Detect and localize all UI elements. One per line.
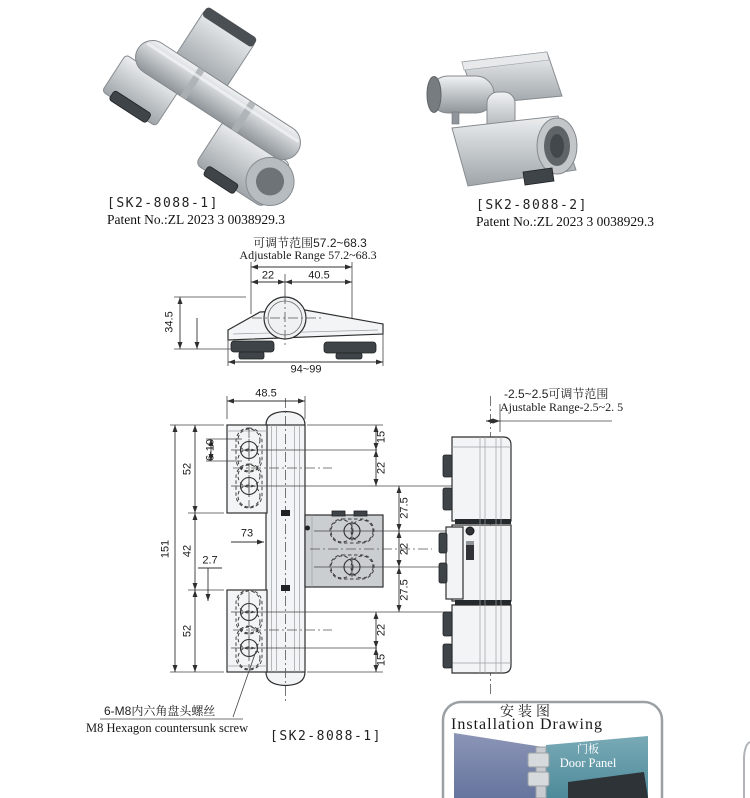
dim-r-mid-275a: 27.5: [398, 497, 411, 519]
topview-range-en: Adjustable Range 57.2~68.3: [239, 248, 377, 263]
dim-topview-height: 34.5: [163, 311, 176, 333]
product-render-2: [427, 52, 577, 186]
dim-r-mid-22: 22: [398, 542, 411, 556]
sideview-range-cn: -2.5~2.5可调节范围: [504, 387, 609, 401]
model-label-bottom: [SK2-8088-1]: [270, 729, 382, 744]
dim-leaf-bottom: 52: [181, 624, 194, 638]
screw-note-cn: 6-M8内六角盘头螺丝: [104, 704, 216, 718]
dim-r-top-15: 15: [375, 430, 388, 444]
dim-pivot-left: 22: [261, 269, 275, 282]
dim-overall-width: 94~99: [290, 363, 322, 376]
installation-title-en: Installation Drawing: [451, 715, 603, 733]
sideview-range-en: Ajustable Range-2.5~2. 5: [500, 400, 624, 414]
model-label-1: [SK2-8088-1]: [107, 196, 219, 211]
dim-r-bot-22: 22: [375, 623, 388, 637]
patent-label-2: Patent No.:ZL 2023 3 0038929.3: [476, 214, 654, 229]
front-view-drawing: [100, 396, 452, 719]
product-render-1: [94, 0, 352, 221]
model-label-2: [SK2-8088-2]: [476, 198, 588, 213]
topview-range-cn: 可调节范围57.2~68.3: [253, 236, 367, 251]
dim-arm-depth: 73: [240, 527, 254, 540]
installation-title-cn: 安装图: [500, 702, 554, 719]
side-view-drawing: [439, 396, 612, 696]
dim-r-top-22: 22: [375, 461, 388, 475]
dim-top-width: 48.5: [255, 387, 277, 400]
patent-label-1: Patent No.:ZL 2023 3 0038929.3: [107, 212, 285, 227]
dim-pivot-right: 40.5: [308, 269, 330, 282]
door-panel-label-cn: 门板: [577, 743, 599, 756]
screw-note-en: M8 Hexagon countersunk screw: [86, 721, 249, 735]
door-panel-label-en: Door Panel: [559, 755, 617, 770]
dim-mid: 42: [181, 544, 194, 558]
top-view-drawing: [174, 262, 383, 366]
dim-overall-height: 151: [159, 539, 172, 559]
adjacent-box-corner: [744, 742, 750, 798]
dim-leaf-top: 52: [181, 462, 194, 476]
dim-r-bot-15: 15: [375, 653, 388, 667]
dim-gap: 2.7: [202, 554, 218, 567]
dim-r-mid-275b: 27.5: [398, 579, 411, 601]
dim-slot-dia: 6-10: [204, 438, 217, 462]
